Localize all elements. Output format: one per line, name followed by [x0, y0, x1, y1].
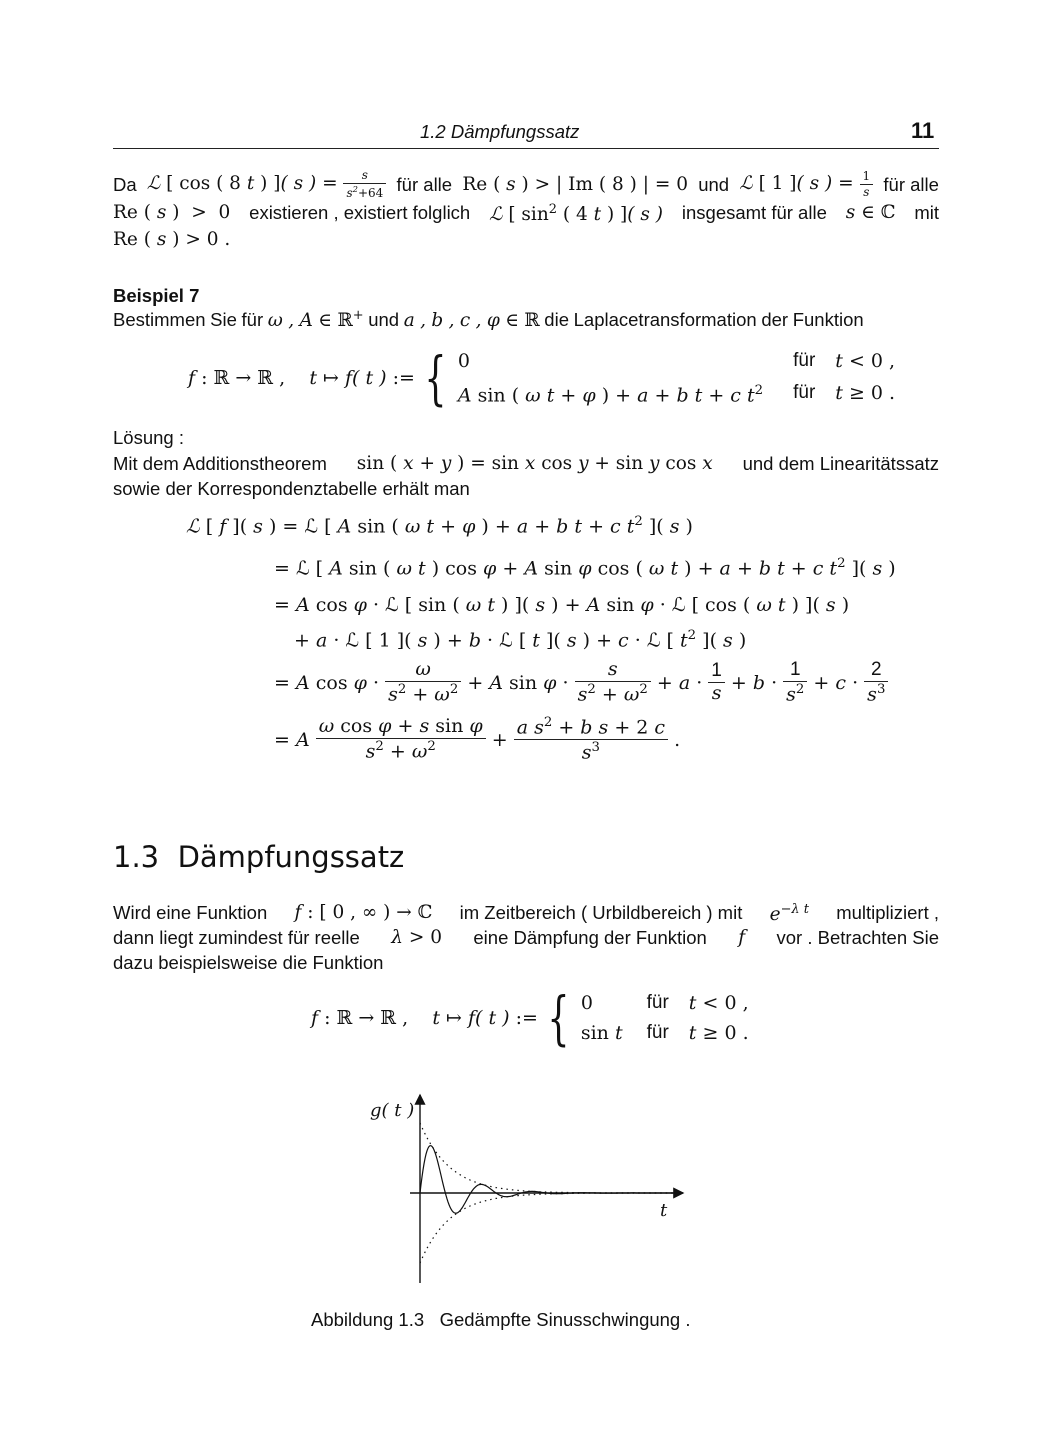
example-function: f : ℝ → ℝ , t ↦ f( t ) := { 0 für t < 0 , A sin ( ω t + φ ) + a + b t + c $t^2$ für t ≥ 0 .	[188, 344, 896, 413]
figure-ylabel: g( t )	[370, 1100, 415, 1121]
upper-envelope	[420, 1123, 680, 1193]
damped-sine-curve	[420, 1146, 680, 1214]
derivation-line-4: + a · ℒ [ 1 ]( s ) + b · ℒ [ t ]( s ) + c · ℒ [ $t^2$ ]( s )	[294, 628, 747, 652]
section-heading: 1.3 Dämpfungssatz	[113, 840, 405, 874]
figure-caption	[311, 1309, 691, 1331]
figure-xlabel: t	[660, 1200, 668, 1221]
lower-envelope	[420, 1193, 680, 1263]
derivation-line-1: ℒ [ f ]( s ) = ℒ [ A sin ( ω t + φ ) + a + b t + c $t^2$ ]( s )	[186, 514, 693, 538]
derivation-line-6: = A $\frac{\text{ω cos φ + s sin φ}}{s^2 + \omega^2}$ + $\frac{a s^2 + b s + 2 c}{s^3}$ .	[274, 715, 681, 764]
example-text: Bestimmen Sie für ω , A ∈ ℝ+ und a , b , c , φ ∈ ℝ die Laplacetransformation der Funktion	[113, 308, 864, 332]
running-header: 1.2 Dämpfungssatz	[420, 121, 580, 142]
derivation-line-2: = ℒ [ A sin ( ω t ) cos φ + A sin φ cos ( ω t ) + a + b t + c $t^2$ ]( s )	[274, 556, 896, 580]
derivation-line-5: = A cos φ · $\frac{\omega}{s^2 + \omega^2}$ + A sin φ · $\frac{s}{s^2 + \omega^2}$ + a · $\frac{1}{s}$ + b · $\frac{1}{s^2}$ + c · $\frac{2}{s^3}$	[274, 660, 888, 705]
solution-label: Lösung :	[113, 427, 184, 448]
caption-label: Abbildung 1.3	[311, 1309, 425, 1330]
damping-function: f : ℝ → ℝ , t ↦ f( t ) := { 0 für t < 0 , sin t für t ≥ 0 .	[311, 984, 749, 1052]
solution-text: Mit dem Additionstheorem sin ( x + y ) = sin x cos y + sin y cos x und dem Linearitätssatz sowie der Korrespondenztabelle erhält man	[113, 453, 939, 499]
derivation-line-3: = A cos φ · ℒ [ sin ( ω t ) ]( s ) + A sin φ · ℒ [ cos ( ω t ) ]( s )	[274, 594, 850, 616]
page-number: 11	[911, 118, 935, 143]
intro-paragraph: Da ℒ [ cos ( 8 t ) ]( s ) = $\frac{s}{s^2+64}$ für alle Re ( s ) > | Im ( 8 ) | = 0 und ℒ [ 1 ]( s ) = $\frac{1}{s}$ für alle Re ( s ) > 0 existieren , existiert folglich ℒ [ $\sin^2$ ( 4 t ) ]( s ) insgesamt für alle s ∈ ℂ mit Re ( s ) > 0 .	[113, 167, 939, 250]
caption-text: Gedämpfte Sinusschwingung .	[439, 1309, 691, 1330]
header-rule	[113, 148, 939, 149]
example-title: Beispiel 7	[113, 285, 200, 306]
section-paragraph: Wird eine Funktion f : [ 0 , ∞ ) → ℂ im Zeitbereich ( Urbildbereich ) mit $e^{-\lambda t}$ multipliziert , dann liegt zumindest für reelle λ > 0 eine Dämpfung der Funktion f vor . Betrachten Sie dazu beispielsweise die Funktion	[113, 902, 939, 973]
